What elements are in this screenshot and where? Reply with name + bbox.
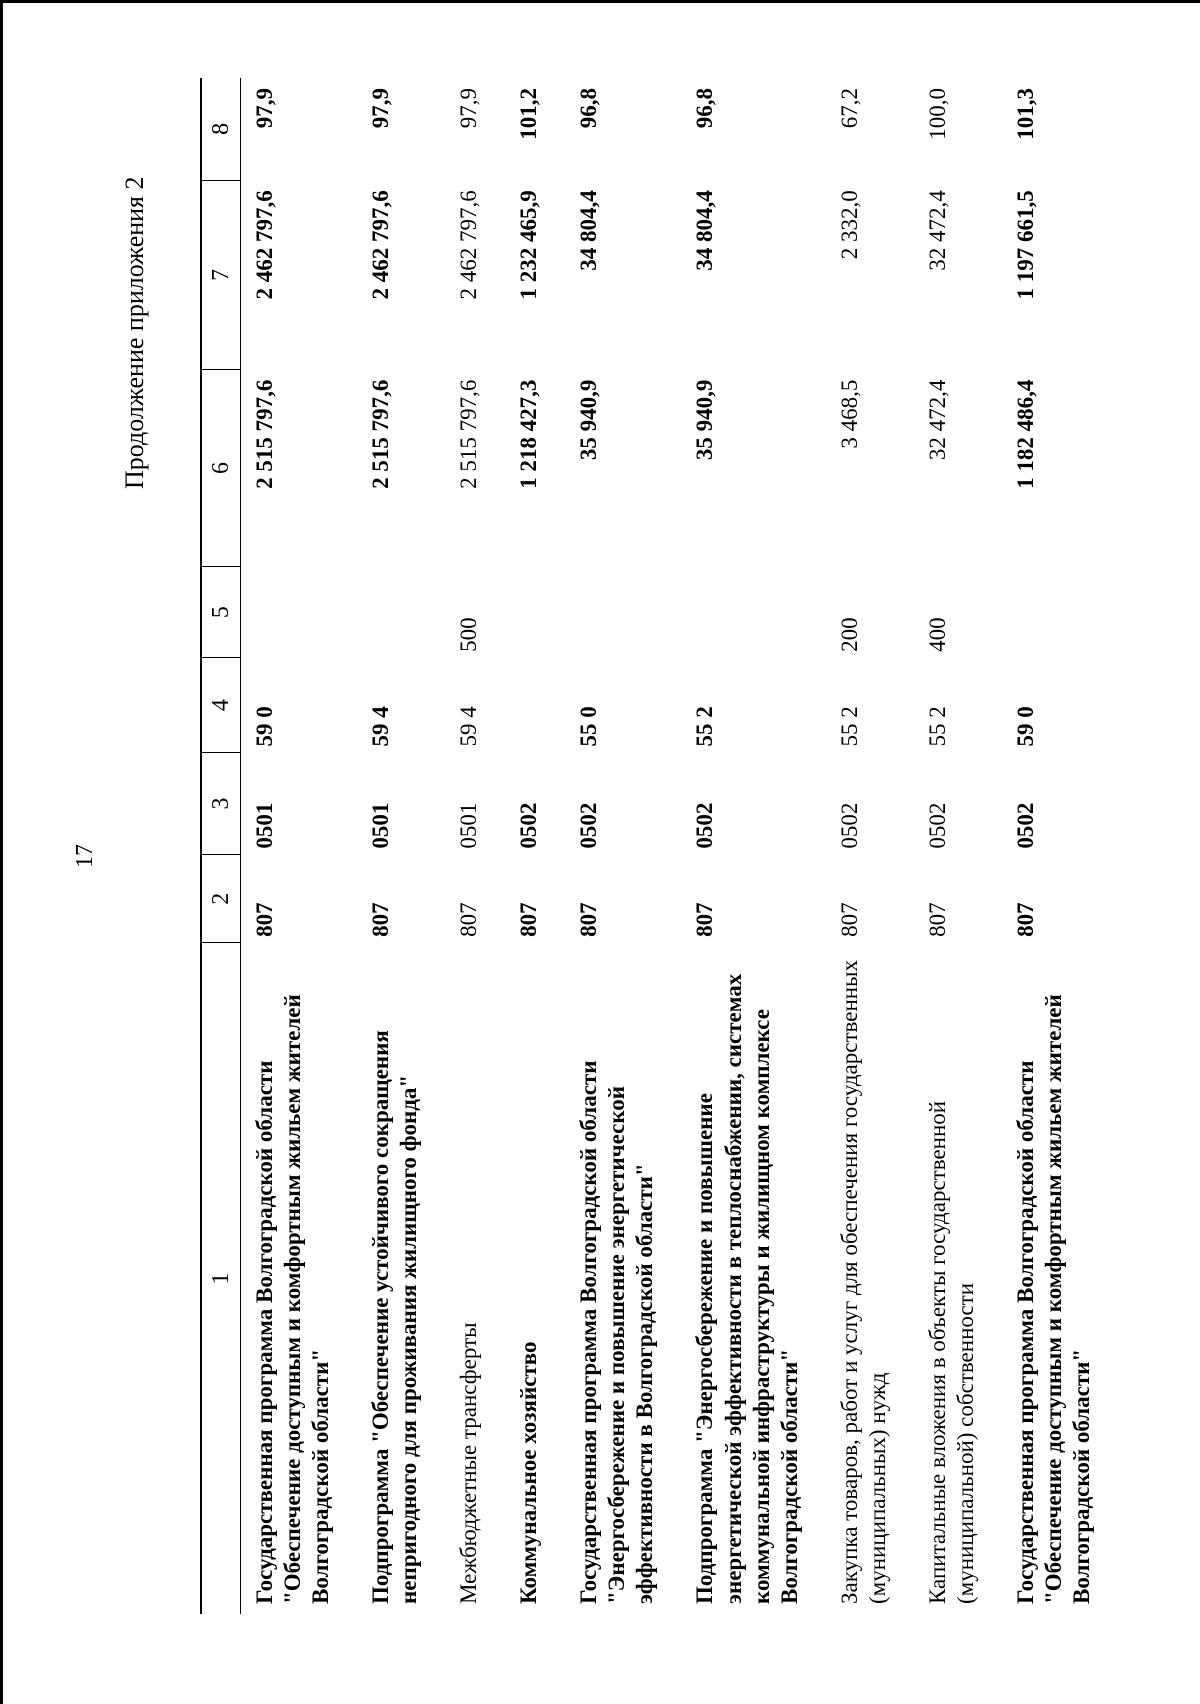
row-program-cell bbox=[505, 658, 565, 753]
row-section-cell: 0501 bbox=[368, 802, 394, 849]
row-expense-type-cell bbox=[1002, 566, 1118, 657]
row-plan-cell: 1 218 427,3 bbox=[516, 379, 542, 489]
table-row bbox=[1002, 78, 1118, 1614]
continuation-caption: Продолжение приложения 2 bbox=[120, 176, 149, 489]
row-plan-cell: 35 940,9 bbox=[692, 379, 718, 461]
row-expense-type-cell bbox=[565, 566, 681, 657]
header-col-3: 3 bbox=[201, 752, 241, 854]
row-section-cell: 0502 bbox=[924, 802, 950, 849]
header-col-7: 7 bbox=[201, 180, 241, 369]
row-section-cell: 0501 bbox=[252, 802, 277, 849]
row-name-cell: Коммунальное хозяйство bbox=[516, 1341, 542, 1604]
row-expense-type-cell: 200 bbox=[836, 617, 862, 652]
row-name-cell: Государственная программа Волгоградской области "Обеспечение доступным и комфортным жильем жителей Волгоградской области" bbox=[1012, 994, 1094, 1604]
row-expense-type-cell: 400 bbox=[924, 617, 950, 652]
row-plan-cell: 2 515 797,6 bbox=[252, 379, 277, 489]
row-section-cell: 0502 bbox=[692, 802, 718, 849]
header-col-2: 2 bbox=[201, 855, 241, 943]
row-actual-cell: 34 804,4 bbox=[692, 190, 718, 271]
row-percent-cell: 67,2 bbox=[836, 88, 862, 129]
header-col-1: 1 bbox=[201, 943, 241, 1614]
row-program-cell: 59 4 bbox=[368, 706, 394, 747]
row-expense-type-cell: 500 bbox=[456, 617, 482, 652]
row-percent-cell: 97,9 bbox=[252, 88, 277, 129]
row-program-cell: 55 2 bbox=[692, 706, 718, 747]
row-name-cell: Государственная программа Волгоградской области "Энергосбережение и повышение энергетической эффективности в Волгоградской области" bbox=[576, 1060, 658, 1604]
row-gr-code-cell: 807 bbox=[368, 902, 394, 937]
row-percent-cell: 97,9 bbox=[368, 88, 394, 129]
row-name-cell: Подпрограмма "Энергосбережение и повышение энергетической эффективности в теплоснабжении, системах коммунальной инфраструктуры и жилищном комплексе Волгоградской области" bbox=[692, 973, 802, 1604]
header-col-8: 8 bbox=[201, 78, 241, 180]
row-percent-cell: 96,8 bbox=[692, 88, 718, 129]
row-program-cell: 59 4 bbox=[456, 706, 482, 747]
table-row bbox=[914, 78, 1002, 1614]
budget-table bbox=[200, 78, 1118, 1614]
row-name-cell: Межбюджетные трансферты bbox=[456, 1322, 482, 1604]
row-plan-cell: 2 515 797,6 bbox=[368, 379, 394, 489]
row-program-cell: 59 0 bbox=[252, 706, 277, 747]
row-gr-code-cell: 807 bbox=[692, 902, 718, 937]
table-row bbox=[445, 78, 505, 1614]
row-plan-cell: 32 472,4 bbox=[924, 379, 950, 461]
table-row bbox=[505, 78, 565, 1614]
table-row bbox=[826, 78, 914, 1614]
row-actual-cell: 2 332,0 bbox=[836, 190, 862, 260]
row-actual-cell: 34 804,4 bbox=[576, 190, 602, 271]
row-program-cell: 55 2 bbox=[836, 706, 862, 747]
row-gr-code-cell: 807 bbox=[576, 902, 602, 937]
row-gr-code-cell: 807 bbox=[516, 902, 542, 937]
row-expense-type-cell bbox=[505, 566, 565, 657]
row-section-cell: 0502 bbox=[576, 802, 602, 849]
row-section-cell: 0502 bbox=[1012, 802, 1038, 849]
row-plan-cell: 2 515 797,6 bbox=[456, 379, 482, 489]
row-program-cell: 55 0 bbox=[576, 706, 602, 747]
row-percent-cell: 97,9 bbox=[456, 88, 482, 129]
row-section-cell: 0502 bbox=[836, 802, 862, 849]
row-percent-cell: 96,8 bbox=[576, 88, 602, 129]
header-row bbox=[201, 78, 241, 1614]
row-actual-cell: 2 462 797,6 bbox=[252, 190, 277, 300]
table-row bbox=[681, 78, 825, 1614]
table-row bbox=[241, 78, 358, 1614]
row-name-cell: Подпрограмма "Обеспечение устойчивого сокращения непригодного для проживания жилищного фонда" bbox=[368, 1030, 422, 1604]
header-col-5: 5 bbox=[201, 566, 241, 657]
row-actual-cell: 1 232 465,9 bbox=[516, 190, 542, 300]
row-gr-code-cell: 807 bbox=[252, 902, 277, 937]
row-program-cell: 59 0 bbox=[1012, 706, 1038, 747]
row-expense-type-cell bbox=[681, 566, 825, 657]
row-plan-cell: 35 940,9 bbox=[576, 379, 602, 461]
row-actual-cell: 2 462 797,6 bbox=[368, 190, 394, 300]
row-plan-cell: 3 468,5 bbox=[836, 379, 862, 449]
row-gr-code-cell: 807 bbox=[1012, 902, 1038, 937]
table-body bbox=[241, 78, 1118, 1614]
row-gr-code-cell: 807 bbox=[836, 902, 862, 937]
row-percent-cell: 101,3 bbox=[1012, 88, 1038, 140]
row-program-cell: 55 2 bbox=[924, 706, 950, 747]
row-gr-code-cell: 807 bbox=[456, 902, 482, 937]
row-actual-cell: 32 472,4 bbox=[924, 190, 950, 271]
table-row bbox=[357, 78, 445, 1614]
page-number: 17 bbox=[72, 844, 98, 868]
header-col-4: 4 bbox=[201, 658, 241, 753]
row-plan-cell: 1 182 486,4 bbox=[1012, 379, 1038, 489]
row-section-cell: 0501 bbox=[456, 802, 482, 849]
row-percent-cell: 100,0 bbox=[924, 88, 950, 140]
row-expense-type-cell bbox=[241, 566, 358, 657]
row-actual-cell: 1 197 661,5 bbox=[1012, 190, 1038, 300]
row-percent-cell: 101,2 bbox=[516, 88, 542, 140]
row-actual-cell: 2 462 797,6 bbox=[456, 190, 482, 300]
row-name-cell: Закупка товаров, работ и услуг для обеспечения государственных (муниципальных) нужд bbox=[836, 959, 890, 1604]
header-col-6: 6 bbox=[201, 370, 241, 567]
row-expense-type-cell bbox=[357, 566, 445, 657]
row-gr-code-cell: 807 bbox=[924, 902, 950, 937]
row-name-cell: Капитальные вложения в объекты государственной (муниципальной) собственности bbox=[924, 1100, 978, 1604]
table-row bbox=[565, 78, 681, 1614]
row-section-cell: 0502 bbox=[516, 802, 542, 849]
row-name-cell: Государственная программа Волгоградской области "Обеспечение доступным и комфортным жильем жителей Волгоградской области" bbox=[252, 994, 334, 1604]
